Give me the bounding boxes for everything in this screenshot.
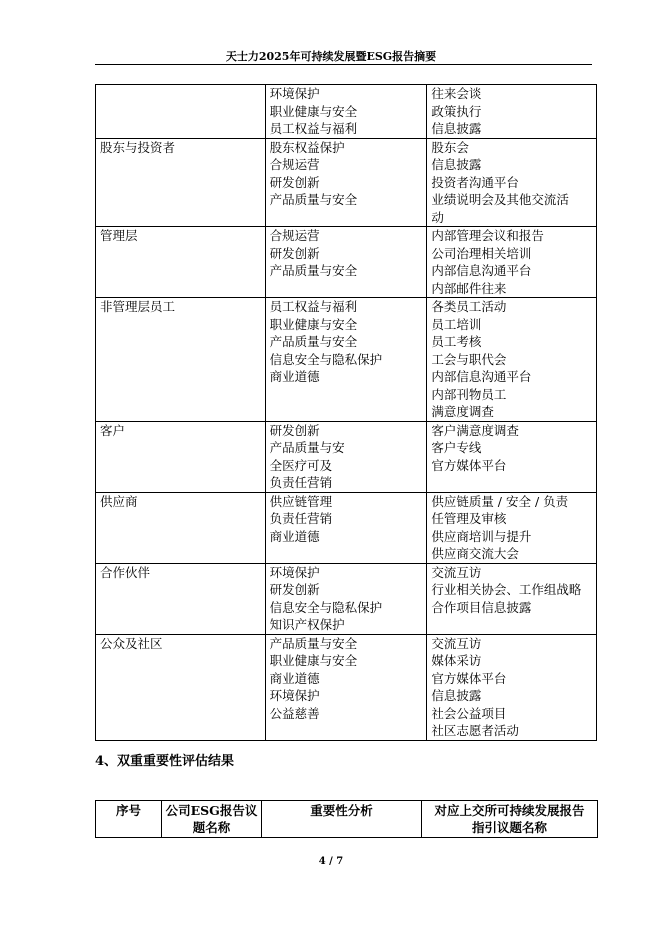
communication-channel: 各类员工活动 (431, 299, 507, 314)
header-cell-analysis (262, 801, 422, 838)
communication-channels-cell (427, 492, 597, 563)
communication-channel: 往来会谈 (431, 86, 482, 101)
concern-topic: 产品质量与安 (269, 440, 345, 455)
concern-topic: 研发创新 (269, 582, 320, 597)
stakeholder-group-cell (96, 421, 266, 492)
stakeholder-group: 管理层 (100, 228, 138, 243)
page-number: 4 / 7 (318, 856, 344, 867)
communication-channel: 交流互访 (431, 635, 482, 651)
table-row (96, 421, 597, 492)
concern-topic: 商业道德 (269, 528, 320, 544)
stakeholder-group-cell (96, 85, 266, 139)
stakeholder-group: 公众及社区 (100, 635, 163, 651)
header-line: 序号 (115, 803, 141, 818)
communication-channels-cell (427, 227, 597, 298)
communication-channels-cell (427, 85, 597, 139)
communication-channel: 供应链质量 / 安全 / 负责 (431, 493, 569, 509)
communication-channel: 内部信息沟通平台 (431, 263, 532, 278)
table-row (96, 138, 597, 227)
concern-topic: 合规运营 (269, 228, 320, 243)
communication-channel: 员工培训 (431, 316, 482, 332)
communication-channel: 社会公益项目 (431, 705, 507, 721)
table-row (96, 85, 597, 139)
header-line: 公司ESG报告议 (165, 803, 258, 818)
header-cell-sse-topic (422, 801, 598, 838)
header-line: 指引议题名称 (471, 820, 547, 835)
communication-channel: 公司治理相关培训 (431, 245, 532, 261)
header-line: 题名称 (192, 820, 231, 835)
concern-topic: 供应链管理 (269, 493, 333, 509)
header-line: 对应上交所可持续发展报告 (434, 803, 585, 818)
concern-topic: 环境保护 (269, 688, 320, 703)
communication-channels-cell (427, 421, 597, 492)
communication-channel: 满意度调查 (431, 404, 494, 419)
communication-channel: 客户专线 (431, 440, 482, 455)
table-row (96, 634, 597, 740)
concern-topic: 员工权益与福利 (269, 121, 358, 136)
communication-channel: 动 (431, 209, 444, 225)
concern-topic: 商业道德 (269, 670, 320, 686)
concern-topic: 负责任营销 (269, 511, 333, 526)
header-line: 重要性分析 (310, 803, 373, 818)
concern-topic: 信息安全与隐私保护 (269, 599, 383, 615)
concern-topics-cell (265, 421, 427, 492)
stakeholder-group: 客户 (100, 422, 126, 438)
concern-topics-cell (265, 85, 427, 139)
table-row (96, 298, 597, 422)
communication-channel: 信息披露 (431, 121, 482, 136)
communication-channels-cell (427, 298, 597, 422)
concern-topic: 合规运营 (269, 157, 320, 172)
communication-channel: 供应商培训与提升 (431, 528, 532, 544)
concern-topic: 研发创新 (269, 422, 320, 438)
stakeholder-group: 合作伙伴 (100, 564, 151, 580)
stakeholder-group: 股东与投资者 (100, 139, 176, 155)
stakeholder-table (95, 84, 597, 741)
stakeholder-group: 非管理层员工 (100, 299, 176, 314)
communication-channel: 任管理及审核 (431, 511, 507, 526)
concern-topic: 研发创新 (269, 245, 320, 261)
concern-topic: 员工权益与福利 (269, 299, 358, 314)
concern-topics-cell (265, 298, 427, 422)
communication-channel: 社区志愿者活动 (431, 723, 519, 738)
concern-topic: 产品质量与安全 (269, 263, 358, 278)
table-row (96, 563, 597, 634)
concern-topics-cell (265, 492, 427, 563)
communication-channel: 内部信息沟通平台 (431, 369, 532, 384)
communication-channel: 供应商交流大会 (431, 546, 519, 561)
concern-topics-cell (265, 227, 427, 298)
communication-channels-cell (427, 138, 597, 227)
communication-channel: 工会与职代会 (431, 351, 507, 367)
stakeholder-group-cell (96, 138, 266, 227)
page-header: 天士力2025年可持续发展暨ESG报告摘要 (225, 50, 437, 63)
concern-topic: 职业健康与安全 (269, 653, 358, 668)
concern-topic: 股东权益保护 (269, 139, 345, 155)
concern-topic: 环境保护 (269, 86, 320, 101)
table-row (96, 492, 597, 563)
materiality-header-row (96, 801, 598, 838)
communication-channel: 股东会 (431, 139, 469, 155)
stakeholder-group-cell (96, 298, 266, 422)
concern-topics-cell (265, 634, 427, 740)
concern-topic: 知识产权保护 (269, 617, 345, 632)
communication-channel: 行业相关协会、工作组战略 (431, 582, 582, 597)
communication-channels-cell (427, 563, 597, 634)
concern-topics-cell (265, 138, 427, 227)
concern-topic: 产品质量与安全 (269, 635, 358, 651)
header-cell-index (96, 801, 162, 838)
materiality-table (95, 800, 598, 838)
communication-channel: 内部管理会议和报告 (431, 228, 544, 243)
concern-topic: 公益慈善 (269, 705, 320, 721)
communication-channel: 投资者沟通平台 (431, 174, 519, 190)
concern-topic: 产品质量与安全 (269, 192, 358, 207)
communication-channel: 合作项目信息披露 (431, 599, 532, 615)
communication-channel: 官方媒体平台 (431, 457, 507, 473)
concern-topic: 职业健康与安全 (269, 103, 358, 119)
concern-topic: 环境保护 (269, 564, 320, 580)
communication-channel: 内部邮件往来 (431, 280, 507, 296)
communication-channel: 客户满意度调查 (431, 422, 519, 438)
communication-channel: 业绩说明会及其他交流活 (431, 192, 569, 207)
concern-topics-cell (265, 563, 427, 634)
stakeholder-group-cell (96, 492, 266, 563)
concern-topic: 商业道德 (269, 369, 320, 384)
section-heading: 4、双重重要性评估结果 (95, 754, 235, 769)
communication-channel: 信息披露 (431, 157, 482, 172)
concern-topic: 产品质量与安全 (269, 334, 358, 349)
stakeholder-group-cell (96, 634, 266, 740)
communication-channel: 官方媒体平台 (431, 670, 507, 686)
stakeholder-group: 供应商 (100, 493, 138, 509)
stakeholder-group-cell (96, 563, 266, 634)
communication-channel: 内部刊物员工 (431, 386, 507, 402)
communication-channel: 媒体采访 (431, 653, 482, 668)
header-cell-topic-name (162, 801, 262, 838)
table-row (96, 227, 597, 298)
communication-channel: 员工考核 (431, 334, 482, 349)
stakeholder-group-cell (96, 227, 266, 298)
communication-channels-cell (427, 634, 597, 740)
communication-channel: 政策执行 (431, 103, 482, 119)
communication-channel: 交流互访 (431, 564, 482, 580)
concern-topic: 职业健康与安全 (269, 316, 358, 332)
communication-channel: 信息披露 (431, 688, 482, 703)
concern-topic: 全医疗可及 (269, 457, 333, 473)
concern-topic: 研发创新 (269, 174, 320, 190)
concern-topic: 信息安全与隐私保护 (269, 351, 383, 367)
header-rule (95, 64, 592, 65)
concern-topic: 负责任营销 (269, 475, 333, 490)
